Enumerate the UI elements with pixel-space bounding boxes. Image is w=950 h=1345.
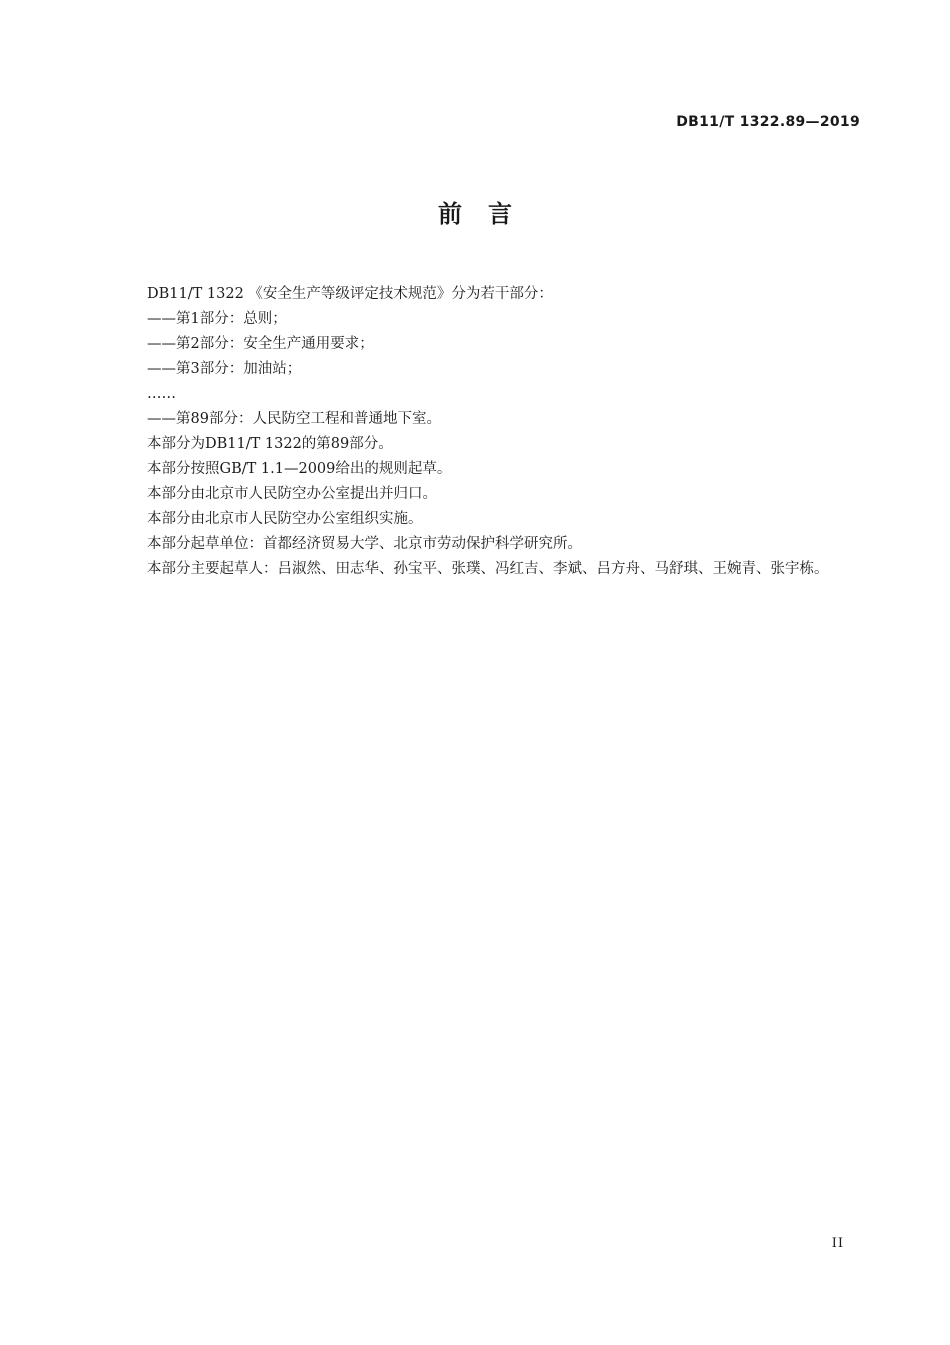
paragraph-part-3: ——第3部分：加油站； [147, 361, 302, 377]
page-number: II [831, 1236, 844, 1251]
paragraph-ellipsis: …… [147, 386, 176, 402]
paragraph-drafting-units: 本部分起草单位：首都经济贸易大学、北京市劳动保护科学研究所。 [147, 536, 582, 552]
paragraph-implementer: 本部分由北京市人民防空办公室组织实施。 [147, 511, 423, 527]
paragraph-drafters: 本部分主要起草人：吕淑然、田志华、孙宝平、张璞、冯红吉、李斌、吕方舟、马舒琪、王婉青、张宇栋。 [147, 561, 829, 577]
paragraph-structure-intro: DB11/T 1322 《安全生产等级评定技术规范》分为若干部分： [147, 286, 553, 302]
paragraph-drafting-rules: 本部分按照GB/T 1.1—2009给出的规则起草。 [147, 461, 452, 477]
paragraph-part-statement: 本部分为DB11/T 1322的第89部分。 [147, 436, 393, 452]
foreword-body [113, 282, 865, 582]
paragraph-part-1: ——第1部分：总则； [147, 311, 287, 327]
page-title: 前言 [438, 200, 538, 228]
document-code: DB11/T 1322.89—2019 [676, 114, 860, 130]
paragraph-part-2: ——第2部分：安全生产通用要求； [147, 336, 374, 352]
paragraph-part-89: ——第89部分：人民防空工程和普通地下室。 [147, 411, 441, 427]
paragraph-proposer: 本部分由北京市人民防空办公室提出并归口。 [147, 486, 437, 502]
